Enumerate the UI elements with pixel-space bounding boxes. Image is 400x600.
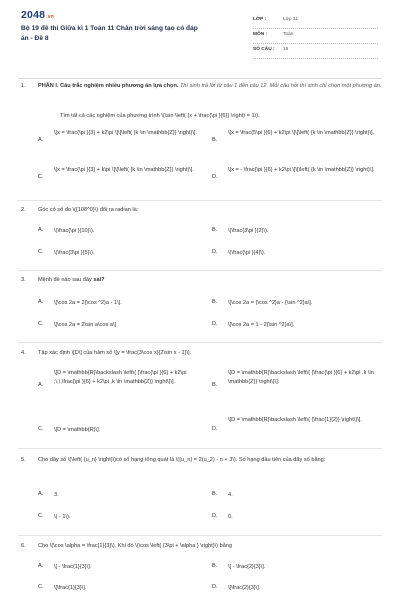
- option-d[interactable]: \[x = - \frac{\pi }{6} + k2\pi \]\[\left( {k \in \mathbb{Z}} \right)\].: [228, 167, 375, 173]
- option-letter-c: C.: [38, 513, 44, 519]
- question-number: 4.: [21, 350, 26, 356]
- option-letter-c: C.: [38, 426, 44, 432]
- question-text: Cho dãy số \(\left( {u_n} \right)\)có số hạng tổng quát là \({u_n} = 2(u_2) - n + 3\). Số hạng đầu tiên của dãy số bằng:: [38, 457, 326, 463]
- option-letter-d: D.: [212, 174, 218, 180]
- option-letter-b: B.: [212, 382, 218, 388]
- question-number: 3.: [21, 277, 26, 283]
- question-separator: [18, 270, 382, 271]
- class-label: LỚP :: [253, 17, 267, 22]
- question-separator: [18, 200, 382, 201]
- option-a[interactable]: \[ - \frac{1}{3}\].: [54, 564, 92, 570]
- subject-label: MÔN :: [253, 32, 268, 37]
- option-letter-d: D.: [212, 426, 218, 432]
- option-d[interactable]: \[\cos 2a = 1 - 2{\sin ^2}a\].: [228, 322, 295, 328]
- option-c[interactable]: \( - 1\).: [54, 514, 71, 520]
- option-d[interactable]: \(\frac{\pi }{4}\).: [228, 250, 266, 256]
- question-number: 1.: [21, 83, 26, 89]
- option-b[interactable]: \(\frac{3\pi }{2}\).: [228, 228, 269, 234]
- option-d[interactable]: 0.: [228, 514, 233, 520]
- option-letter-d: D.: [212, 584, 218, 590]
- option-letter-a: A.: [38, 563, 44, 569]
- option-d[interactable]: \[\frac{2}{3}\].: [228, 585, 261, 591]
- question-text: [38, 81, 383, 91]
- question-number: 6.: [21, 543, 26, 549]
- option-letter-a: A.: [38, 491, 44, 497]
- option-c[interactable]: \[\frac{1}{3}\].: [54, 585, 87, 591]
- question-text-emphasis: sai?: [93, 277, 105, 283]
- option-letter-d: D.: [212, 249, 218, 255]
- option-letter-c: C.: [38, 174, 44, 180]
- option-b[interactable]: \[x = \frac{5\pi }{6} + k2\pi \]\[\left( {k \in \mathbb{Z}} \right)\].: [228, 130, 375, 136]
- document-title: Bộ 19 đề thi Giữa kì 1 Toán 11 Chân trời sáng tạo có đáp án - Đề 8: [21, 25, 198, 42]
- option-c[interactable]: \[x = \frac{\pi }{3} + k\pi \]\[\left( {k \in \mathbb{Z}} \right)\].: [54, 167, 194, 173]
- count-value: 19: [283, 47, 289, 52]
- option-letter-b: B.: [212, 299, 218, 305]
- option-letter-c: C.: [38, 584, 44, 590]
- option-letter-c: C.: [38, 321, 44, 327]
- option-letter-a: A.: [38, 137, 44, 143]
- option-letter-d: D.: [212, 513, 218, 519]
- question-separator: [18, 448, 382, 449]
- option-letter-a: A.: [38, 382, 44, 388]
- logo-tld: .vn: [46, 14, 54, 20]
- subject-value: Toán: [283, 32, 294, 37]
- option-d[interactable]: \[D = \mathbb{R}\backslash \left\{ {\frac{1}{2}} \right\}\].: [228, 417, 362, 423]
- class-value: Lớp 11: [283, 17, 298, 22]
- option-c[interactable]: \(\frac{3\pi }{5}\).: [54, 250, 95, 256]
- question-separator: [18, 342, 382, 343]
- option-b[interactable]: \[ - \frac{2}{3}\].: [228, 564, 266, 570]
- question-separator: [18, 535, 382, 536]
- option-b[interactable]: \[\cos 2a = {\cos ^2}a - {\sin ^2}a\].: [228, 300, 313, 306]
- option-a[interactable]: 3.: [54, 492, 59, 498]
- option-b[interactable]: \[D = \mathbb{R}\backslash \left\{ {\frac{\pi }{6} + k2\pi ,k \in \mathbb{Z}} \right\}\].: [228, 370, 374, 385]
- option-letter-a: A.: [38, 299, 44, 305]
- option-c[interactable]: \[\cos 2a = 2\sin a\cos a\]: [54, 322, 117, 328]
- count-label: SỐ CÂU :: [253, 47, 275, 52]
- question-text: Góc có số đo \({108^0}\) đổi ra radian là:: [38, 207, 139, 213]
- option-a[interactable]: \[\cos 2a = 2{\cos ^2}a - 1\].: [54, 300, 122, 306]
- question-text: [38, 275, 383, 285]
- option-letter-d: D.: [212, 321, 218, 327]
- option-letter-b: B.: [212, 563, 218, 569]
- option-letter-b: B.: [212, 491, 218, 497]
- option-letter-a: A.: [38, 227, 44, 233]
- part-title: PHẦN I. Câu trắc nghiệm nhiều phương án lựa chọn.: [38, 83, 179, 89]
- option-letter-b: B.: [212, 227, 218, 233]
- question-text-main: Mệnh đề nào sau đây: [38, 277, 92, 283]
- option-letter-c: C.: [38, 249, 44, 255]
- option-b[interactable]: 4.: [228, 492, 233, 498]
- option-a[interactable]: \[x = \frac{\pi }{3} + k2\pi \]\[\left( {k \in \mathbb{Z}} \right)\].: [54, 130, 198, 136]
- question-text: Cho \(\cos \alpha = \frac{1}{3}\). Khi đó \(\cos \left( {3\pi + \alpha } \right)\) bằng: [38, 543, 233, 549]
- option-a[interactable]: \(\frac{\pi }{10}\).: [54, 228, 95, 234]
- option-c[interactable]: \[D = \mathbb{R}\].: [54, 427, 101, 433]
- question-text: Tập xác định \[D\] của hàm số \[y = \frac{3\cos x}{2\sin x - 1}\].: [38, 350, 192, 356]
- option-a[interactable]: \[D = \mathbb{R}\backslash \left\{ {\frac{\pi }{6} + k2\pi ;\,\,\frac{\pi }{6} + k2\pi ,k \in \mathbb{Z}} \right\}\].: [54, 370, 187, 385]
- question-prompt: Tìm tất cả các nghiệm của phương trình \(\sin \left( {x + \frac{\pi }{6}} \right) = 1\).: [60, 113, 260, 119]
- logo-main: 2048: [21, 9, 46, 21]
- question-number: 5.: [21, 457, 26, 463]
- option-letter-b: B.: [212, 137, 218, 143]
- question-number: 2.: [21, 207, 26, 213]
- part-instruction: Thí sinh trả lời từ câu 1 đến câu 12. Mỗi câu hỏi thí sinh chỉ chọn một phương án.: [180, 83, 382, 89]
